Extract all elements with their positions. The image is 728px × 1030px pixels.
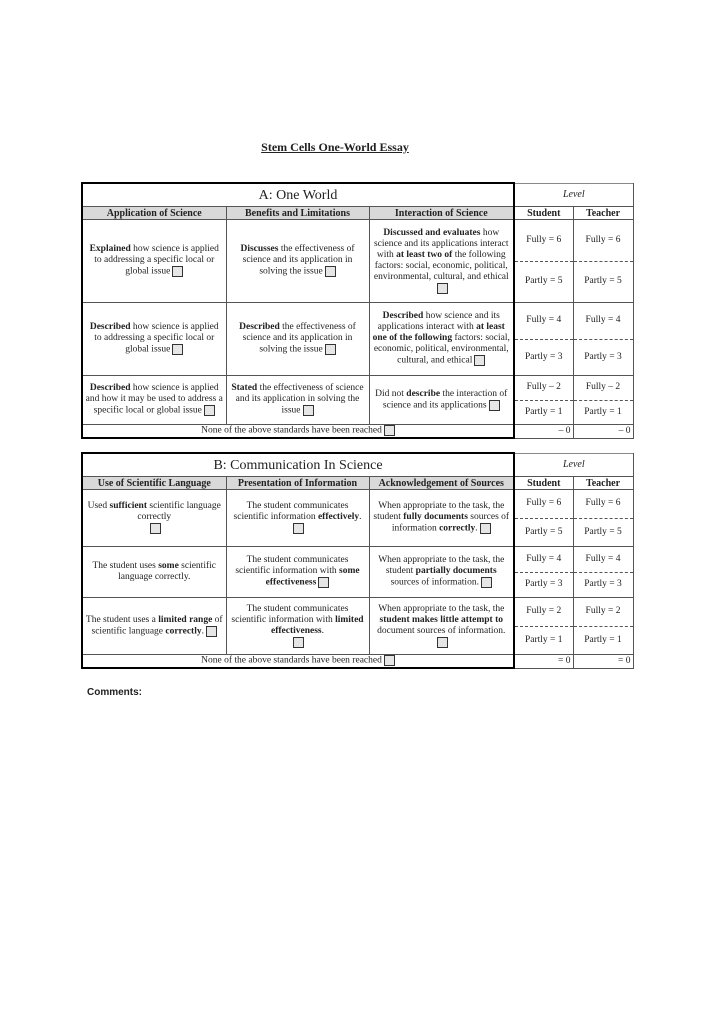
criterion-cell: When appropriate to the task, the student fully documents sources of information correctly. [369, 490, 514, 547]
section-a-heading: A: One World [82, 183, 514, 207]
checkbox[interactable] [489, 400, 500, 411]
checkbox[interactable] [303, 405, 314, 416]
col-header-language: Use of Scientific Language [82, 477, 226, 490]
checkbox[interactable] [384, 425, 395, 436]
criterion-cell: Described how science is applied to addressing a specific local or global issue [82, 303, 226, 376]
checkbox[interactable] [474, 355, 485, 366]
teacher-level-partly[interactable]: Partly = 3 [574, 572, 633, 598]
checkbox[interactable] [384, 655, 395, 666]
student-level-fully[interactable]: Fully = 4 [526, 553, 562, 564]
criterion-cell: Described how science is applied and how it may be used to address a specific local or global issue [82, 376, 226, 425]
student-header-a: Student [514, 207, 573, 220]
checkbox[interactable] [293, 523, 304, 534]
student-level-none[interactable]: = 0 [514, 655, 573, 669]
level-label-b: Level [514, 453, 633, 477]
checkbox[interactable] [172, 344, 183, 355]
criterion-cell: The student communicates scientific information effectively. [226, 490, 369, 547]
teacher-level-fully[interactable]: Fully – 2 [585, 382, 621, 393]
student-level-partly[interactable]: Partly = 1 [515, 626, 573, 655]
student-level-partly[interactable]: Partly = 5 [515, 518, 573, 547]
none-reached-row: None of the above standards have been reached [82, 425, 514, 439]
teacher-level-partly[interactable]: Partly = 1 [574, 626, 633, 655]
level-label-a: Level [514, 183, 633, 207]
teacher-level-fully[interactable]: Fully = 6 [585, 234, 621, 245]
criterion-cell: Described how science and its applications interact with at least one of the following factors: social, economic, political, environmental, cultural, and ethical [369, 303, 514, 376]
criterion-cell: Did not describe the interaction of science and its applications [369, 376, 514, 425]
student-level-fully[interactable]: Fully = 6 [526, 498, 562, 509]
checkbox[interactable] [150, 523, 161, 534]
student-level-fully[interactable]: Fully = 6 [526, 234, 562, 245]
student-level-fully[interactable]: Fully = 2 [526, 606, 562, 617]
col-header-application: Application of Science [82, 207, 226, 220]
teacher-level-partly[interactable]: Partly = 5 [574, 261, 633, 303]
checkbox[interactable] [318, 577, 329, 588]
teacher-level-none[interactable]: = 0 [573, 655, 633, 669]
teacher-level-partly[interactable]: Partly = 3 [574, 339, 633, 376]
comments-label: Comments: [87, 687, 143, 698]
none-reached-row: None of the above standards have been reached [82, 655, 514, 669]
teacher-header-b: Teacher [573, 477, 633, 490]
checkbox[interactable] [325, 344, 336, 355]
criterion-cell: The student uses a limited range of scientific language correctly. [82, 598, 226, 655]
criterion-cell: Discusses the effectiveness of science and its application in solving the issue [226, 220, 369, 303]
col-header-presentation: Presentation of Information [226, 477, 369, 490]
criterion-cell: Discussed and evaluates how science and its applications interact with at least two of the following factors: social, economic, political, environmental, cultural, and ethical [369, 220, 514, 303]
teacher-level-none[interactable]: – 0 [573, 425, 633, 439]
checkbox[interactable] [437, 637, 448, 648]
student-level-fully[interactable]: Fully – 2 [526, 382, 561, 393]
criterion-cell: The student communicates scientific information with limited effectiveness. [226, 598, 369, 655]
col-header-interaction: Interaction of Science [369, 207, 514, 220]
student-level-partly[interactable]: Partly = 1 [515, 400, 573, 425]
section-b-heading: B: Communication In Science [82, 453, 514, 477]
teacher-level-fully[interactable]: Fully = 6 [585, 498, 621, 509]
student-level-partly[interactable]: Partly = 5 [515, 261, 573, 303]
checkbox[interactable] [293, 637, 304, 648]
criterion-cell: When appropriate to the task, the student partially documents sources of information. [369, 547, 514, 598]
criterion-cell: When appropriate to the task, the student makes little attempt to document sources of information. [369, 598, 514, 655]
checkbox[interactable] [481, 577, 492, 588]
rubric-table-a [81, 182, 634, 439]
rubric-table-b [81, 452, 634, 669]
teacher-level-fully[interactable]: Fully = 4 [585, 553, 621, 564]
student-level-none[interactable]: – 0 [514, 425, 573, 439]
teacher-level-fully[interactable]: Fully = 2 [585, 606, 621, 617]
criterion-cell: Used sufficient scientific language correctly [82, 490, 226, 547]
document-title: Stem Cells One-World Essay [261, 140, 409, 154]
teacher-header-a: Teacher [573, 207, 633, 220]
checkbox[interactable] [204, 405, 215, 416]
checkbox[interactable] [437, 283, 448, 294]
teacher-level-partly[interactable]: Partly = 5 [574, 518, 633, 547]
checkbox[interactable] [325, 266, 336, 277]
col-header-benefits: Benefits and Limitations [226, 207, 369, 220]
criterion-cell: Described the effectiveness of science and its application in solving the issue [226, 303, 369, 376]
checkbox[interactable] [206, 626, 217, 637]
student-level-partly[interactable]: Partly = 3 [515, 339, 573, 376]
teacher-level-partly[interactable]: Partly = 1 [574, 400, 633, 425]
criterion-cell: Stated the effectiveness of science and its application in solving the issue [226, 376, 369, 425]
criterion-cell: The student communicates scientific information with some effectiveness [226, 547, 369, 598]
teacher-level-fully[interactable]: Fully = 4 [585, 315, 621, 326]
checkbox[interactable] [172, 266, 183, 277]
student-level-partly[interactable]: Partly = 3 [515, 572, 573, 598]
criterion-cell: Explained how science is applied to addressing a specific local or global issue [82, 220, 226, 303]
student-header-b: Student [514, 477, 573, 490]
col-header-sources: Acknowledgement of Sources [369, 477, 514, 490]
student-level-fully[interactable]: Fully = 4 [526, 315, 562, 326]
checkbox[interactable] [480, 523, 491, 534]
criterion-cell: The student uses some scientific language correctly. [82, 547, 226, 598]
